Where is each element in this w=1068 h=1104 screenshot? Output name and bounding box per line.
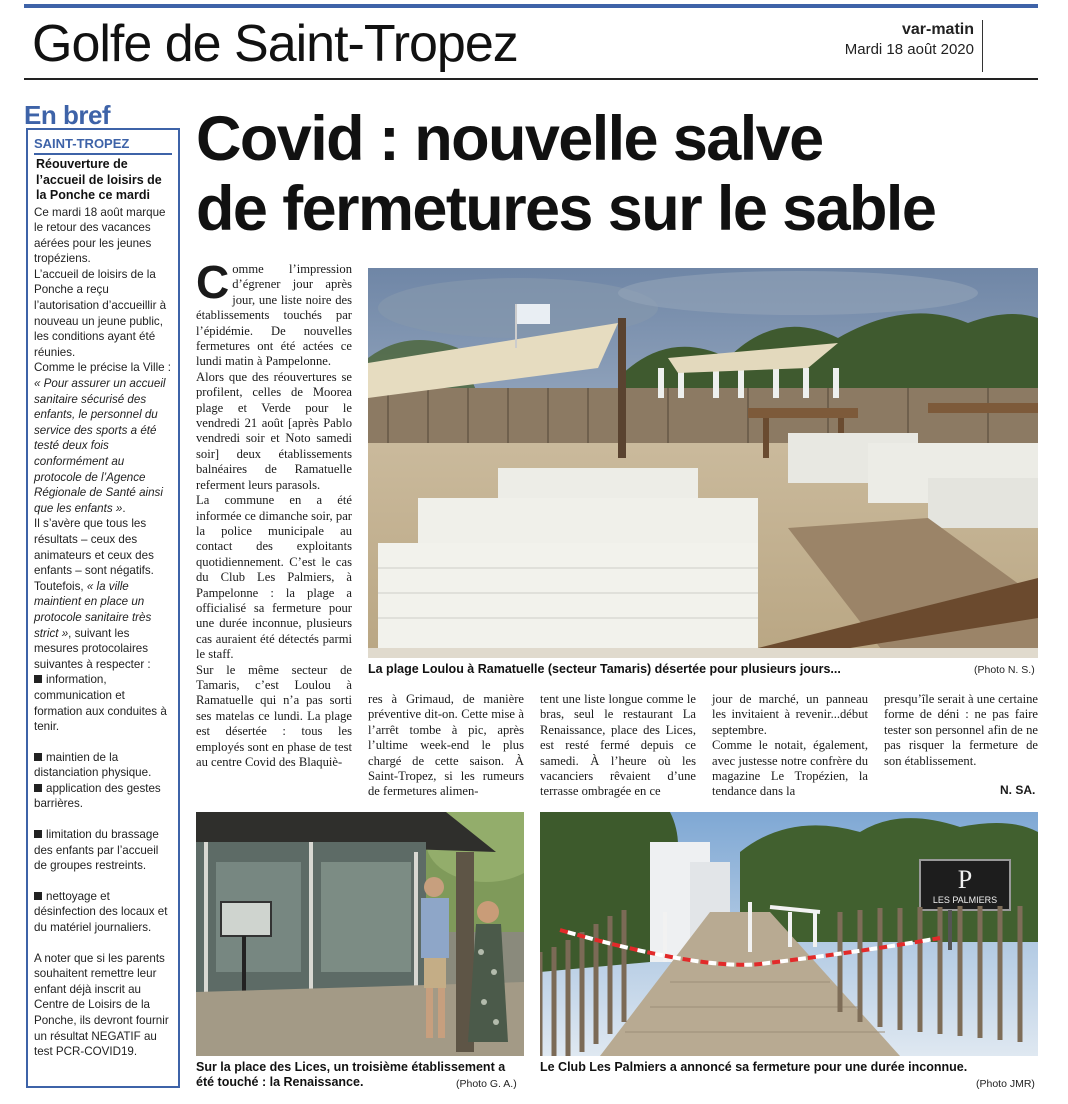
brief-bullet-item [34, 750, 172, 781]
brief-bullet-text: maintien de la distanciation physique. [34, 750, 152, 780]
brief-paragraph [34, 579, 172, 673]
brief-text: Toutefois, [34, 579, 84, 593]
drop-cap: C [196, 256, 230, 308]
article-paragraph: Alors que des réouvertures se profilent, celles de Moorea plage et Verde pour le vendredi 21 août [après Pablo vendredi soir et Noto samedi soir] deux établissements balnéaires de Ramatuelle referment leurs parasols. [196, 369, 352, 492]
main-photo-caption: La plage Loulou à Ramatuelle (secteur Tamaris) désertée pour plusieurs jours... [368, 662, 841, 676]
brief-text: . [122, 501, 126, 515]
section-title: Golfe de Saint-Tropez [32, 15, 518, 73]
headline-line: Covid : nouvelle salve [196, 104, 823, 174]
brief-body [34, 205, 172, 1060]
brief-paragraph: Ce mardi 18 août marque le retour des vacances aérées pour les jeunes tropéziens. [34, 205, 166, 266]
left-photo-caption: Sur la place des Lices, un troisième établissement a été touché : la Renaissance. [196, 1060, 506, 1089]
brief-quote: « la ville maintient en place un protocole sanitaire très strict » [34, 579, 152, 640]
brief-section-title: En bref [24, 100, 111, 130]
article-paragraph: jour de marché, un panneau les invitaient à revenir...début septembre. [712, 692, 868, 737]
square-bullet-icon [34, 753, 42, 761]
brief-paragraph [34, 360, 172, 516]
square-bullet-icon [34, 830, 42, 838]
top-color-bar [24, 4, 1038, 8]
brief-location: SAINT-TROPEZ [34, 136, 172, 155]
right-photo-credit: (Photo JMR) [976, 1078, 1035, 1090]
article-column-2: res à Grimaud, de manière préventive dit-on. Cette mise à l’arrêt tombe à pic, après l’ultime week-end le plus chargé de cette saison. À Saint-Tropez, si les rumeurs de fermetures alimen- [368, 692, 524, 799]
author-signature: N. SA. [1000, 783, 1036, 797]
article-paragraph: La commune en a été informée ce dimanche soir, par la police municipale au contact des exploitants quotidiennement. C’est le cas du Club Les Palmiers, à Pampelonne : la plage a officialisé sa fermeture pour une durée inconnue, plusieurs cas auraient été détectés parmi le staff. [196, 493, 352, 662]
brief-text: Comme le précise la Ville : [34, 361, 172, 375]
square-bullet-icon [34, 892, 42, 900]
square-bullet-icon [34, 784, 42, 792]
brief-paragraph: L’accueil de loisirs de la Ponche a reçu l’autorisation d’accueillir à nouveau un jeune public, les conditions ayant été réunies. [34, 267, 167, 359]
article-column-4 [712, 692, 868, 800]
brief-paragraph: Il s’avère que tous les résultats – ceux des animateurs et ceux des enfants – sont négatifs. [34, 517, 154, 578]
article-paragraph: Comme le notait, également, avec justesse notre confrère du magazine Le Tropézien, la tendance dans la [712, 738, 868, 799]
brief-bullet-text: nettoyage et désinfection des locaux et du matériel journaliers. [34, 889, 168, 935]
article-paragraph: Sur le même secteur de Tamaris, c’est Loulou à Ramatuelle qui n’a pas sorti ses matelas ce lundi. La plage est désertée : tous les employés sont en phase de test au centre Covid des Blaquiè- [196, 662, 352, 769]
renaissance-photo [196, 812, 524, 1056]
brief-quote: « Pour assurer un accueil sanitaire sécurisé des enfants, le personnel du service des sports a été testé deux fois conformément au protocole de l’Agence Régionale de Santé ainsi que les enfants » [34, 377, 166, 515]
brief-box [26, 128, 180, 1088]
left-photo-credit: (Photo G. A.) [456, 1078, 517, 1090]
palmiers-sign-text: LES PALMIERS [932, 895, 998, 905]
issue-date: Mardi 18 août 2020 [844, 41, 974, 58]
header-rule [24, 78, 1038, 80]
brief-text: , suivant les mesures protocolaires suivantes à respecter : [34, 626, 151, 671]
newspaper-brand: var-matin [901, 21, 974, 38]
brief-bullet-item [34, 781, 172, 812]
headline-line: de fermetures sur le sable [196, 174, 936, 244]
masthead-divider [982, 20, 983, 72]
palmiers-sign-letter: P [957, 865, 973, 894]
brief-bullet-item [34, 672, 172, 734]
article-column-5: presqu’île serait à une certaine forme de déni : ne pas faire tester son personnel afin de ne pas risquer la fermeture de son établissement. [884, 692, 1038, 768]
brief-bullet-item [34, 889, 172, 936]
article-column-1 [196, 256, 352, 770]
right-photo-caption: Le Club Les Palmiers a annoncé sa fermeture pour une durée inconnue. [540, 1060, 968, 1074]
brief-bullet-text: limitation du brassage des enfants par l’accueil de groupes restreints. [34, 828, 159, 873]
brief-paragraph: A noter que si les parents souhaitent remettre leur enfant déjà inscrit au Centre de Loisirs de la Ponche, ils devront fournir un résultat NEGATIF au test PCR-COVID19. [34, 951, 169, 1059]
article-column-3: tent une liste longue comme le bras, seul le restaurant La Renaissance, place des Lices, est resté fermé depuis ce samedi. À l’heure où les vacanciers rêvaient d’une terrasse ombragée en ce [540, 692, 696, 799]
article-paragraph [196, 256, 352, 370]
article-text: omme l’impression d’égrener jour après jour, une liste noire des établissements touchés par l’épidémie. De nouvelles fermetures ont été actées ce lundi matin à Pampelonne. [196, 262, 352, 369]
square-bullet-icon [34, 675, 42, 683]
brief-bullet-item [34, 827, 172, 874]
main-photo-credit: (Photo N. S.) [974, 664, 1035, 676]
brief-bullet-text: information, communication et formation aux conduites à tenir. [34, 673, 167, 734]
masthead [845, 20, 974, 60]
beach-photo [368, 268, 1038, 658]
brief-headline: Réouverture de l’accueil de loisirs de la Ponche ce mardi [36, 157, 162, 202]
brief-bullet-text: application des gestes barrières. [34, 781, 161, 811]
article-headline [196, 104, 1038, 244]
palmiers-photo [540, 812, 1038, 1056]
